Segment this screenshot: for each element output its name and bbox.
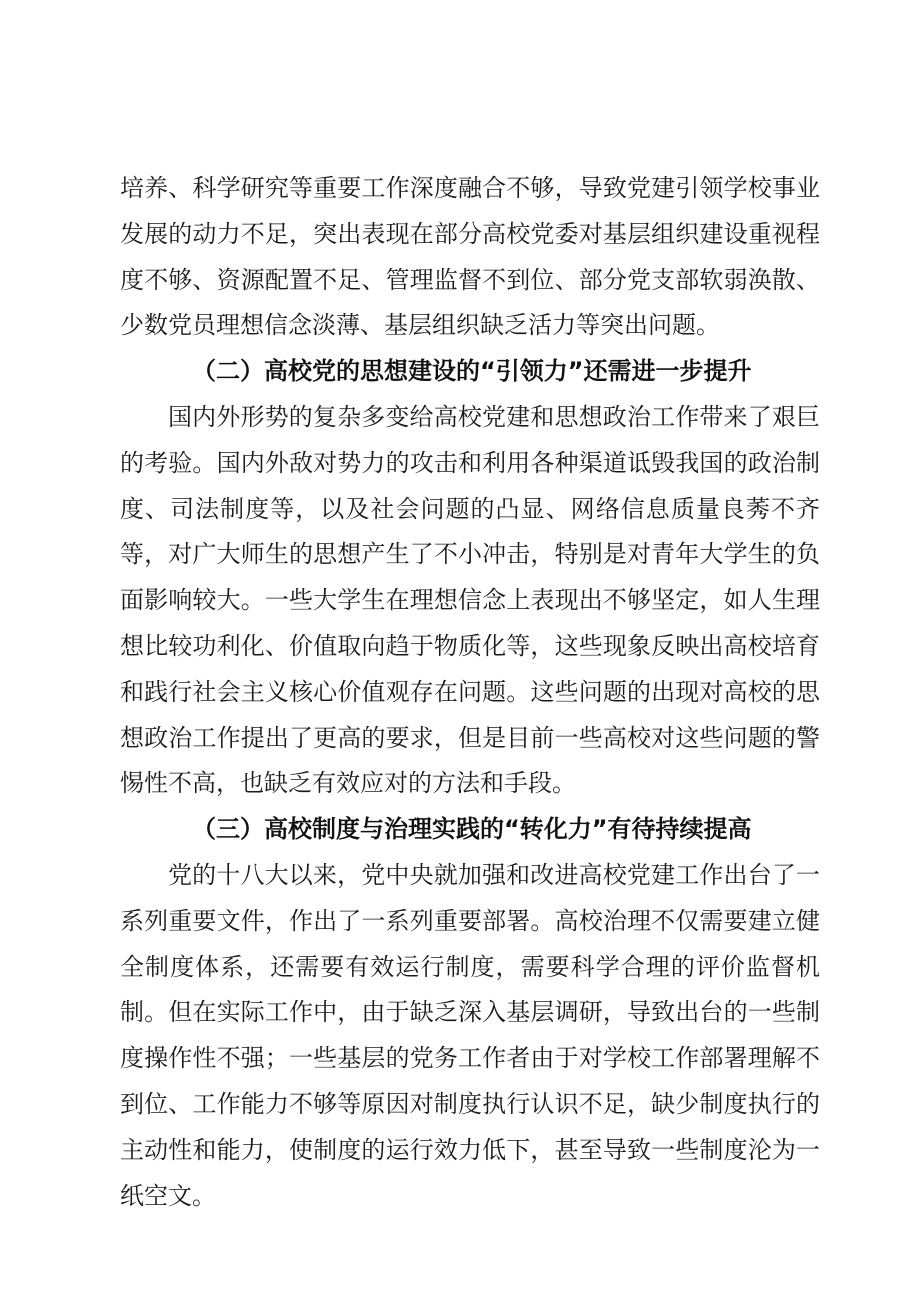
continuation-paragraph: 培养、科学研究等重要工作深度融合不够，导致党建引领学校事业发展的动力不足，突出表现在部分高校党委对基层组织建设重视程度不够、资源配置不足、管理监督不到位、部分党支部软弱涣散、少数党员理想信念淡薄、基层组织缺乏活力等突出问题。: [120, 174, 820, 340]
section-3-heading: （三）高校制度与治理实践的“转化力”有待持续提高: [192, 815, 752, 844]
section-2-heading: （二）高校党的思想建设的“引领力”还需进一步提升: [192, 357, 752, 386]
section-2-paragraph: 国内外形势的复杂多变给高校党建和思想政治工作带来了艰巨的考验。国内外敌对势力的攻击和利用各种渠道诋毁我国的政治制度、司法制度等，以及社会问题的凸显、网络信息质量良莠不齐等，对广大师生的思想产生了不小冲击，特别是对青年大学生的负面影响较大。一些大学生在理想信念上表现出不够坚定，如人生理想比较功利化、价值取向趋于物质化等，这些现象反映出高校培育和践行社会主义核心价值观存在问题。这些问题的出现对高校的思想政治工作提出了更高的要求，但是目前一些高校对这些问题的警惕性不高，也缺乏有效应对的方法和手段。: [120, 402, 820, 798]
section-3-paragraph: 党的十八大以来，党中央就加强和改进高校党建工作出台了一系列重要文件，作出了一系列重要部署。高校治理不仅需要建立健全制度体系，还需要有效运行制度，需要科学合理的评价监督机制。但在实际工作中，由于缺乏深入基层调研，导致出台的一些制度操作性不强；一些基层的党务工作者由于对学校工作部署理解不到位、工作能力不够等原因对制度执行认识不足，缺少制度执行的主动性和能力，使制度的运行效力低下，甚至导致一些制度沦为一纸空文。: [120, 860, 820, 1210]
document-body: [120, 166, 820, 1219]
